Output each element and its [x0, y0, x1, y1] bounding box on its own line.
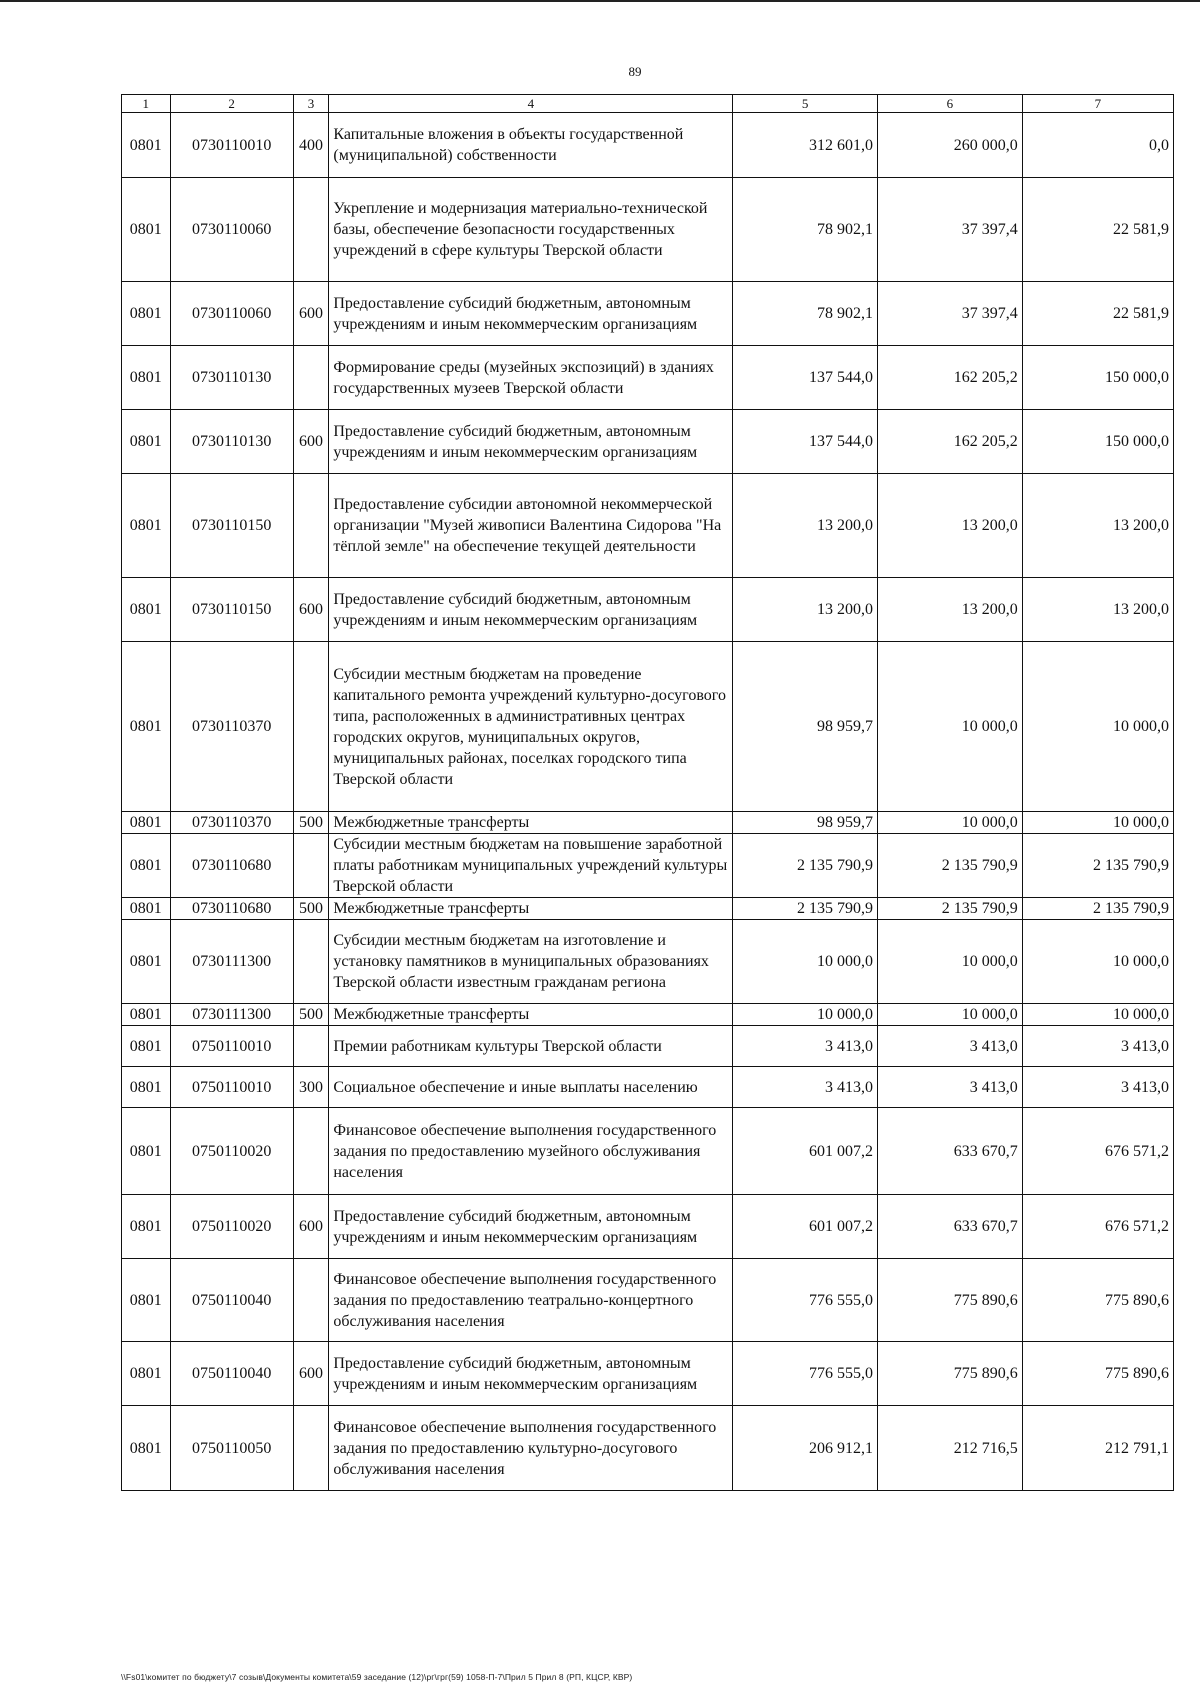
- amount-col5-cell: 2 135 790,9: [733, 834, 878, 898]
- expense-type-code-cell: 600: [293, 410, 329, 474]
- amount-col7-cell: 212 791,1: [1022, 1406, 1173, 1491]
- description-cell: Предоставление субсидий бюджетным, автономным учреждениям и иным некоммерческим организациям: [329, 1195, 733, 1259]
- target-article-code-cell: 0750110010: [170, 1067, 293, 1108]
- section-code-cell: 0801: [122, 1026, 171, 1067]
- amount-col6-cell: 775 890,6: [878, 1342, 1023, 1406]
- section-code-cell: 0801: [122, 898, 171, 920]
- amount-col7-cell: 150 000,0: [1022, 346, 1173, 410]
- section-code-cell: 0801: [122, 834, 171, 898]
- description-cell: Премии работникам культуры Тверской области: [329, 1026, 733, 1067]
- description-cell: Межбюджетные трансферты: [329, 812, 733, 834]
- target-article-code-cell: 0750110010: [170, 1026, 293, 1067]
- table-row: [122, 834, 1174, 898]
- description-cell: Предоставление субсидий бюджетным, автономным учреждениям и иным некоммерческим организациям: [329, 282, 733, 346]
- table-row: [122, 282, 1174, 346]
- amount-col6-cell: 10 000,0: [878, 920, 1023, 1004]
- section-code-cell: 0801: [122, 346, 171, 410]
- target-article-code-cell: 0730110060: [170, 282, 293, 346]
- amount-col6-cell: 162 205,2: [878, 346, 1023, 410]
- table-row: [122, 1067, 1174, 1108]
- section-code-cell: 0801: [122, 642, 171, 812]
- description-cell: Субсидии местным бюджетам на изготовление и установку памятников в муниципальных образованиях Тверской области известным гражданам региона: [329, 920, 733, 1004]
- amount-col7-cell: 775 890,6: [1022, 1259, 1173, 1342]
- description-cell: Межбюджетные трансферты: [329, 1004, 733, 1026]
- header-cell: 2: [170, 95, 293, 113]
- table-row: [122, 178, 1174, 282]
- amount-col5-cell: 2 135 790,9: [733, 898, 878, 920]
- amount-col7-cell: 676 571,2: [1022, 1195, 1173, 1259]
- header-cell: 3: [293, 95, 329, 113]
- table-row: [122, 642, 1174, 812]
- amount-col6-cell: 633 670,7: [878, 1195, 1023, 1259]
- target-article-code-cell: 0730110370: [170, 812, 293, 834]
- description-cell: Предоставление субсидии автономной некоммерческой организации "Музей живописи Валентина Сидорова "На тёплой земле" на обеспечение текущей деятельности: [329, 474, 733, 578]
- description-cell: Укрепление и модернизация материально-технической базы, обеспечение безопасности государственных учреждений в сфере культуры Тверской области: [329, 178, 733, 282]
- expense-type-code-cell: [293, 178, 329, 282]
- amount-col6-cell: 10 000,0: [878, 812, 1023, 834]
- amount-col6-cell: 633 670,7: [878, 1108, 1023, 1195]
- expense-type-code-cell: [293, 1026, 329, 1067]
- amount-col5-cell: 312 601,0: [733, 113, 878, 178]
- amount-col5-cell: 137 544,0: [733, 346, 878, 410]
- description-cell: Финансовое обеспечение выполнения государственного задания по предоставлению музейного обслуживания населения: [329, 1108, 733, 1195]
- expense-type-code-cell: 600: [293, 578, 329, 642]
- section-code-cell: 0801: [122, 1259, 171, 1342]
- expense-type-code-cell: [293, 1259, 329, 1342]
- amount-col6-cell: 3 413,0: [878, 1067, 1023, 1108]
- expense-type-code-cell: [293, 642, 329, 812]
- section-code-cell: 0801: [122, 920, 171, 1004]
- amount-col5-cell: 78 902,1: [733, 282, 878, 346]
- amount-col7-cell: 3 413,0: [1022, 1026, 1173, 1067]
- header-cell: 7: [1022, 95, 1173, 113]
- target-article-code-cell: 0730110130: [170, 410, 293, 474]
- table-row: [122, 1195, 1174, 1259]
- amount-col7-cell: 0,0: [1022, 113, 1173, 178]
- header-cell: 6: [878, 95, 1023, 113]
- description-cell: Финансовое обеспечение выполнения государственного задания по предоставлению театрально-концертного обслуживания населения: [329, 1259, 733, 1342]
- expense-type-code-cell: 300: [293, 1067, 329, 1108]
- expense-type-code-cell: 600: [293, 1342, 329, 1406]
- description-cell: Субсидии местным бюджетам на повышение заработной платы работникам муниципальных учреждений культуры Тверской области: [329, 834, 733, 898]
- section-code-cell: 0801: [122, 410, 171, 474]
- amount-col6-cell: 212 716,5: [878, 1406, 1023, 1491]
- table-row: [122, 346, 1174, 410]
- description-cell: Субсидии местным бюджетам на проведение капитального ремонта учреждений культурно-досугового типа, расположенных в административных центрах городских округов, муниципальных округов, муниципальных районах, поселках городского типа Тверской области: [329, 642, 733, 812]
- amount-col6-cell: 2 135 790,9: [878, 898, 1023, 920]
- expense-type-code-cell: [293, 474, 329, 578]
- section-code-cell: 0801: [122, 1342, 171, 1406]
- amount-col6-cell: 13 200,0: [878, 578, 1023, 642]
- section-code-cell: 0801: [122, 282, 171, 346]
- table-row: [122, 578, 1174, 642]
- target-article-code-cell: 0750110040: [170, 1259, 293, 1342]
- expense-type-code-cell: 500: [293, 812, 329, 834]
- top-rule: [0, 0, 1200, 2]
- expense-type-code-cell: 400: [293, 113, 329, 178]
- table-row: [122, 1342, 1174, 1406]
- budget-table: [121, 94, 1174, 1491]
- footer-file-path: \\Fs01\комитет по бюджету\7 созыв\Документы комитета\59 заседание (12)\рг\грг(59) 1058-П-7\Прил 5 Прил 8 (РП, КЦСР, КВР): [121, 1672, 633, 1682]
- table-row: [122, 1259, 1174, 1342]
- target-article-code-cell: 0730110680: [170, 834, 293, 898]
- expense-type-code-cell: 600: [293, 282, 329, 346]
- description-cell: Предоставление субсидий бюджетным, автономным учреждениям и иным некоммерческим организациям: [329, 578, 733, 642]
- amount-col5-cell: 776 555,0: [733, 1259, 878, 1342]
- header-cell: 4: [329, 95, 733, 113]
- section-code-cell: 0801: [122, 178, 171, 282]
- amount-col5-cell: 13 200,0: [733, 578, 878, 642]
- amount-col7-cell: 10 000,0: [1022, 642, 1173, 812]
- target-article-code-cell: 0730110150: [170, 578, 293, 642]
- expense-type-code-cell: [293, 346, 329, 410]
- description-cell: Социальное обеспечение и иные выплаты населению: [329, 1067, 733, 1108]
- section-code-cell: 0801: [122, 1195, 171, 1259]
- description-cell: Предоставление субсидий бюджетным, автономным учреждениям и иным некоммерческим организациям: [329, 1342, 733, 1406]
- amount-col7-cell: 10 000,0: [1022, 1004, 1173, 1026]
- amount-col6-cell: 2 135 790,9: [878, 834, 1023, 898]
- amount-col7-cell: 10 000,0: [1022, 812, 1173, 834]
- amount-col7-cell: 22 581,9: [1022, 282, 1173, 346]
- section-code-cell: 0801: [122, 812, 171, 834]
- target-article-code-cell: 0730110010: [170, 113, 293, 178]
- amount-col5-cell: 78 902,1: [733, 178, 878, 282]
- description-cell: Финансовое обеспечение выполнения государственного задания по предоставлению культурно-досугового обслуживания населения: [329, 1406, 733, 1491]
- table-row: [122, 1406, 1174, 1491]
- amount-col6-cell: 37 397,4: [878, 178, 1023, 282]
- header-cell: 1: [122, 95, 171, 113]
- amount-col5-cell: 3 413,0: [733, 1026, 878, 1067]
- amount-col5-cell: 601 007,2: [733, 1108, 878, 1195]
- description-cell: Формирование среды (музейных экспозиций) в зданиях государственных музеев Тверской области: [329, 346, 733, 410]
- amount-col7-cell: 10 000,0: [1022, 920, 1173, 1004]
- section-code-cell: 0801: [122, 1108, 171, 1195]
- amount-col6-cell: 10 000,0: [878, 1004, 1023, 1026]
- target-article-code-cell: 0730110150: [170, 474, 293, 578]
- amount-col7-cell: 150 000,0: [1022, 410, 1173, 474]
- amount-col5-cell: 206 912,1: [733, 1406, 878, 1491]
- description-cell: Межбюджетные трансферты: [329, 898, 733, 920]
- target-article-code-cell: 0730110370: [170, 642, 293, 812]
- target-article-code-cell: 0750110020: [170, 1195, 293, 1259]
- amount-col7-cell: 13 200,0: [1022, 474, 1173, 578]
- amount-col5-cell: 776 555,0: [733, 1342, 878, 1406]
- section-code-cell: 0801: [122, 1004, 171, 1026]
- amount-col6-cell: 775 890,6: [878, 1259, 1023, 1342]
- expense-type-code-cell: [293, 1406, 329, 1491]
- amount-col5-cell: 3 413,0: [733, 1067, 878, 1108]
- target-article-code-cell: 0750110050: [170, 1406, 293, 1491]
- expense-type-code-cell: [293, 1108, 329, 1195]
- amount-col5-cell: 10 000,0: [733, 920, 878, 1004]
- target-article-code-cell: 0730111300: [170, 920, 293, 1004]
- amount-col5-cell: 13 200,0: [733, 474, 878, 578]
- amount-col5-cell: 10 000,0: [733, 1004, 878, 1026]
- header-row: [122, 95, 1174, 113]
- section-code-cell: 0801: [122, 113, 171, 178]
- header-cell: 5: [733, 95, 878, 113]
- amount-col7-cell: 2 135 790,9: [1022, 898, 1173, 920]
- section-code-cell: 0801: [122, 1406, 171, 1491]
- target-article-code-cell: 0730111300: [170, 1004, 293, 1026]
- target-article-code-cell: 0750110040: [170, 1342, 293, 1406]
- amount-col5-cell: 137 544,0: [733, 410, 878, 474]
- amount-col7-cell: 22 581,9: [1022, 178, 1173, 282]
- amount-col7-cell: 2 135 790,9: [1022, 834, 1173, 898]
- target-article-code-cell: 0730110680: [170, 898, 293, 920]
- description-cell: Капитальные вложения в объекты государственной (муниципальной) собственности: [329, 113, 733, 178]
- table-row: [122, 113, 1174, 178]
- amount-col6-cell: 162 205,2: [878, 410, 1023, 474]
- amount-col5-cell: 601 007,2: [733, 1195, 878, 1259]
- amount-col6-cell: 37 397,4: [878, 282, 1023, 346]
- expense-type-code-cell: 500: [293, 1004, 329, 1026]
- table-row: [122, 920, 1174, 1004]
- amount-col6-cell: 3 413,0: [878, 1026, 1023, 1067]
- amount-col6-cell: 10 000,0: [878, 642, 1023, 812]
- description-cell: Предоставление субсидий бюджетным, автономным учреждениям и иным некоммерческим организациям: [329, 410, 733, 474]
- amount-col6-cell: 13 200,0: [878, 474, 1023, 578]
- target-article-code-cell: 0730110060: [170, 178, 293, 282]
- table-row: [122, 410, 1174, 474]
- table-row: [122, 1026, 1174, 1067]
- expense-type-code-cell: 600: [293, 1195, 329, 1259]
- amount-col7-cell: 676 571,2: [1022, 1108, 1173, 1195]
- table-row: [122, 812, 1174, 834]
- amount-col7-cell: 3 413,0: [1022, 1067, 1173, 1108]
- target-article-code-cell: 0730110130: [170, 346, 293, 410]
- amount-col6-cell: 260 000,0: [878, 113, 1023, 178]
- section-code-cell: 0801: [122, 474, 171, 578]
- expense-type-code-cell: [293, 920, 329, 1004]
- amount-col5-cell: 98 959,7: [733, 642, 878, 812]
- table-row: [122, 1108, 1174, 1195]
- amount-col5-cell: 98 959,7: [733, 812, 878, 834]
- target-article-code-cell: 0750110020: [170, 1108, 293, 1195]
- table-row: [122, 1004, 1174, 1026]
- table-row: [122, 474, 1174, 578]
- section-code-cell: 0801: [122, 578, 171, 642]
- section-code-cell: 0801: [122, 1067, 171, 1108]
- page-number: 89: [628, 64, 642, 79]
- amount-col7-cell: 13 200,0: [1022, 578, 1173, 642]
- expense-type-code-cell: 500: [293, 898, 329, 920]
- amount-col7-cell: 775 890,6: [1022, 1342, 1173, 1406]
- table-row: [122, 898, 1174, 920]
- expense-type-code-cell: [293, 834, 329, 898]
